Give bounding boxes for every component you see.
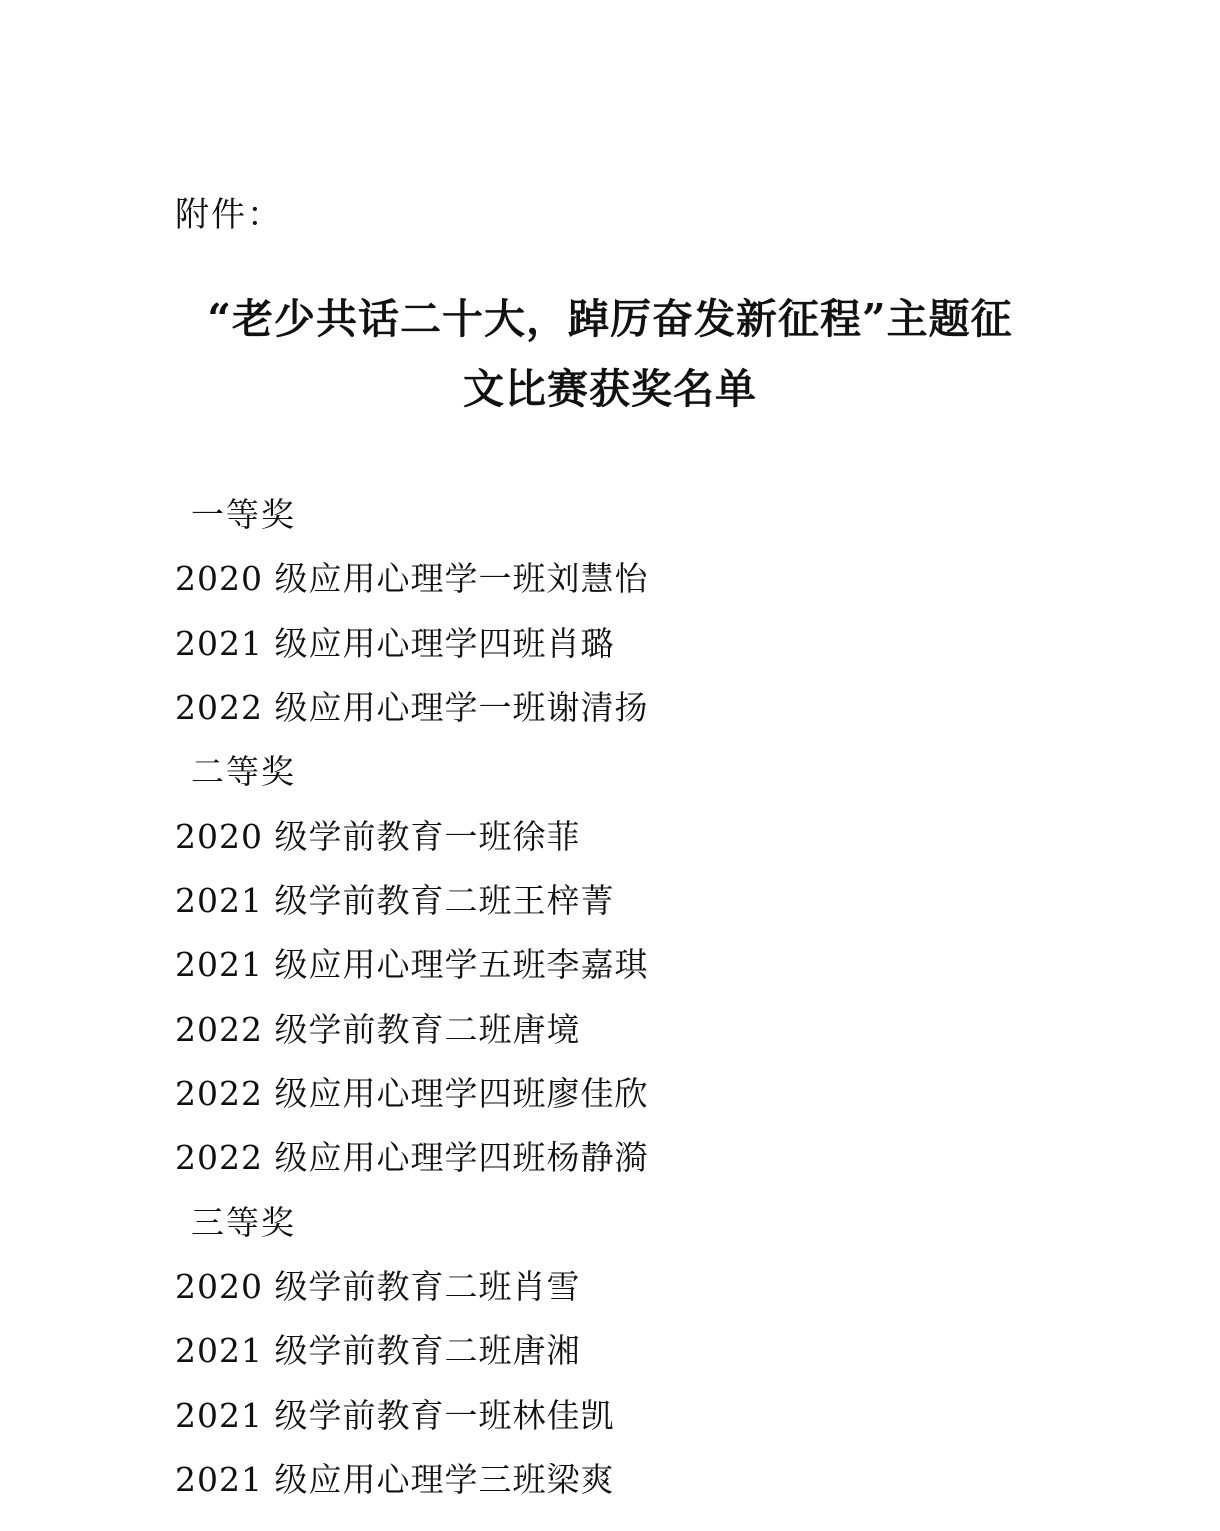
award-entry: 2022 级应用心理学四班廖佳欣 bbox=[175, 1073, 649, 1113]
award-group-title: 一等奖 bbox=[191, 494, 296, 534]
award-entry: 2020 级学前教育二班肖雪 bbox=[175, 1266, 581, 1306]
award-entry: 2021 级应用心理学四班肖璐 bbox=[175, 623, 615, 663]
award-list bbox=[175, 483, 1045, 1513]
award-entry: 2020 级应用心理学一班刘慧怡 bbox=[175, 559, 649, 599]
award-group-third bbox=[175, 1191, 1045, 1513]
award-group-first bbox=[175, 483, 1045, 740]
attachment-label: 附件： bbox=[175, 195, 283, 235]
award-group-title: 三等奖 bbox=[191, 1202, 296, 1242]
award-group-title: 二等奖 bbox=[191, 752, 296, 792]
award-entry: 2022 级学前教育二班唐境 bbox=[175, 1009, 581, 1049]
award-entry: 2021 级学前教育二班王梓菁 bbox=[175, 880, 615, 920]
award-entry: 2022 级应用心理学四班杨静漪 bbox=[175, 1138, 649, 1178]
award-entry: 2021 级应用心理学五班李嘉琪 bbox=[175, 945, 649, 985]
award-entry: 2021 级学前教育一班林佳凯 bbox=[175, 1395, 615, 1435]
award-entry: 2020 级学前教育一班徐菲 bbox=[175, 816, 581, 856]
award-group-second bbox=[175, 740, 1045, 1190]
award-entry: 2022 级应用心理学一班谢清扬 bbox=[175, 687, 649, 727]
award-entry: 2021 级应用心理学三班梁爽 bbox=[175, 1459, 615, 1499]
award-entry: 2021 级学前教育二班唐湘 bbox=[175, 1331, 581, 1371]
page-title: “老少共话二十大，踔厉奋发新征程”主题征文比赛获奖名单 bbox=[207, 294, 1013, 414]
